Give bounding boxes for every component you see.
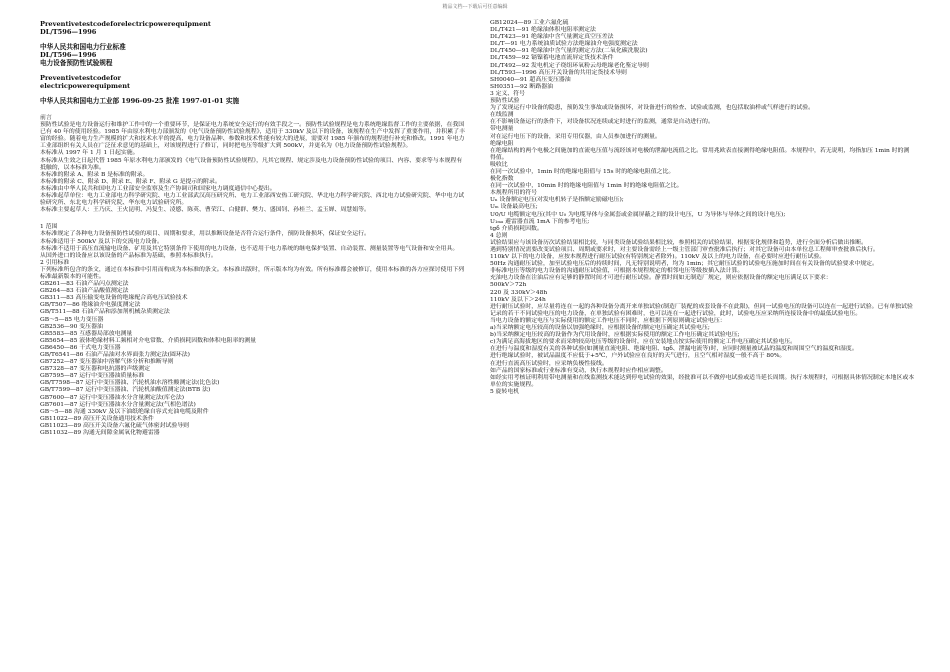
paragraph: 本标准的附录 A、附录 B 是标准的附录。 — [40, 171, 149, 178]
term: 在线监测 — [490, 112, 514, 119]
reference-item: GB～5—88 沟通 330kV 及以下油纸绝缘自容式充油电缆及附件 — [40, 408, 209, 415]
title-line: DL/T596—1996 — [40, 28, 97, 36]
title-line: Preventivetestcodefor — [40, 74, 121, 82]
paragraph: 220 及 330kV＞48h — [490, 289, 548, 296]
term: 本规程所用的符号 — [490, 190, 538, 197]
reference-item: GB/T7599—87 运行中变压器油、汽轮机油酸值测定法(BTB 法) — [40, 387, 211, 394]
term: 带电测量 — [490, 126, 514, 133]
paragraph: 遇到特别情况需要改变试验项目、周期或要求时，对主要设备需经上一级主管部门审查批准后执行；对其它设备可由本单位总工程师审查批准后执行。 — [490, 247, 879, 253]
reference-item: GB5583—85 互感器局部放电测量 — [40, 330, 133, 337]
section-heading: 2 引用标准 — [40, 259, 70, 266]
paragraph: 110kV 以下的电力设备，应按本规程进行耐压试验(有特别规定者除外)。110kV 及以上的电力设备，在必要时应进行耐压试验。 — [490, 254, 826, 261]
paragraph: 在进行直流高压试验时，应采纳负极性接线。 — [490, 360, 608, 367]
paragraph: c)为满足高海拔地区的要求而采纳较高电压等级的设备时，应在安装地点按实际使用的额定工作电压确定其试验电压。 — [490, 339, 797, 346]
paragraph: 本标准主要起草人：王乃庆、王火昆明、冯复生、凌愍、陈英、曹荣江、白健群、樊力、盛国钊、孙桂兰、孟玉婵、周慧娟等。 — [40, 207, 370, 214]
reference-item: GB12024—89 工业六氟化硫 — [490, 20, 569, 26]
approval-line: 中华人民共和国电力工业部 1996-09-25 批准 1997-01-01 实施 — [40, 97, 240, 105]
paragraph: U0/U 电缆额定电压(其中 U₀ 为电缆导体与金属套或金属屏蔽之间的设计电压，U 为导体与导体之间的设计电压); — [490, 211, 786, 218]
header-note: 精品文档---下载后可任意编辑 — [442, 4, 508, 10]
paragraph: tgδ 介质损耗因数。 — [490, 225, 543, 232]
paragraph: Uₙ 设备额定电压(对发电机转子是指额定励磁电压); — [490, 197, 624, 204]
paragraph: 对在运行电压下的设备，采用专用仪器，由人员参加进行的测量。 — [490, 133, 661, 140]
title-line: 电力设备预防性试验规程 — [40, 59, 113, 67]
paragraph: 在绝缘结构的两个电极之间施加的直流电压值与流经该对电极的泄漏电流值之比。常用兆欧表直接测得绝缘电阻值。本规程中，若无说明，均指加压 1min 时的测得值。 — [490, 147, 910, 161]
paragraph: b)当采纳额定电压较高的设备作为代用设备时，应根据实际使用的额定工作电压确定其试验电压; — [490, 332, 740, 339]
reference-item: GB2536—90 变压器油 — [40, 323, 103, 330]
reference-item: DL/T593—1996 高压开关设备的共用定货技术导则 — [490, 69, 627, 76]
reference-item: GB/T7598—87 运行中变压器油、汽轮机油水溶性酸测定法(比色法) — [40, 380, 220, 387]
section-heading: 1 范围 — [40, 224, 58, 231]
paragraph: 本标准起草单位：电力工业部电力科学研究院、电力工业部武汉高压研究所、电力工业部西安热工研究院、华北电力科学研究院、西北电力试验研究院、华中电力试验研究所、东北电力科学研究院、华东电力试验研究所。 — [40, 193, 465, 207]
paragraph: Uₘ 设备最高电压; — [490, 204, 538, 211]
paragraph: 在同一次试验中，10min 时的绝缘电阻值与 1min 时的绝缘电阻值之比。 — [490, 183, 683, 190]
reference-item: GB261—83 石油产品闪点测定法 — [40, 281, 129, 288]
reference-item: GB/T507—86 绝缘油介电强度测定法 — [40, 302, 141, 309]
reference-item: DL/T423—91 绝缘油中含气量测定真空压差法 — [490, 34, 614, 41]
reference-item: GB11023—89 高压开关设备六氟化硫气体密封试验导则 — [40, 422, 190, 429]
paragraph: 本标准从生效之日起代替 1985 年原水利电力部颁发的《电气设备预防性试验规程》，凡其它规程、规定涉及电力设备预防性试验的项目、内容、要求等与本规程有抵触的，以本标准为准。 — [40, 157, 463, 171]
reference-item: GB7595—87 运行中变压器油质量标准 — [40, 373, 145, 380]
reference-item: DL/T450—91 绝缘油中含气量的测定方法(二氧化碳洗脱法) — [490, 48, 648, 55]
section-heading: 3 定义、符号 — [490, 90, 526, 97]
reference-item: DL/T—91 电力系统油质试验方法绝缘油介电强度测定法 — [490, 41, 638, 48]
reference-item: GB7601—87 运行中变压器油水分含量测定法(气相色谱法) — [40, 401, 196, 408]
paragraph: 在进行与温度和湿度有关的各种试验(如测量直流电阻、绝缘电阻、tgδ、泄漏电流等)时，应同时测量被试品的温度和周围空气的温度和湿度。 — [490, 346, 858, 353]
paragraph: 从国外进口的设备应以该设备的产品标准为基础，参照本标准执行。 — [40, 252, 217, 259]
paragraph: 非标准电压等级的电力设备的沟通耐压试验值，可根据本规程规定的相邻电压等级按插入法计算。 — [490, 268, 744, 275]
paragraph: 下列标准所包含的条文，通过在本标准中引用而构成为本标准的条文。本标准出版时，所示版本均为有效。所有标准都会被修订，使用本标准的各方应探讨使用下列标准最新版本的可能性。 — [40, 266, 465, 280]
paragraph: 在同一次试验中，1min 时的绝缘电阻值与 15s 时的绝缘电阻值之比。 — [490, 168, 675, 175]
paragraph: 50Hz 沟通耐压试验，加至试验电压后的持续时间，凡无特别说明者，均为 1min；其它耐压试验的试验电压施加时间在有关设备的试验要求中规定。 — [490, 261, 878, 268]
reference-item: GB7328—87 变压器和电抗器的声级测定 — [40, 366, 150, 373]
reference-item: DL/T421—91 绝缘油体积电阻率测定法 — [490, 27, 596, 34]
term: 极化指数 — [490, 176, 514, 183]
term: 绝缘电阻 — [490, 140, 514, 147]
paragraph: 试验结果应与该设备历次试验结果相比较，与同类设备试验结果相比较，参照相关的试验结果，根据变化规律和趋势，进行全面分析后做出推断。 — [490, 239, 867, 246]
paragraph: U₁ₘₐ 避雷器直流 1mA 下的参考电压; — [490, 218, 590, 225]
reference-item: GB264—83 石油产品酸值测定法 — [40, 288, 129, 295]
paragraph: 如产品的国家标准或行业标准有变动，执行本规程时应作相应调整。 — [490, 367, 667, 374]
paragraph: 本标准的附录 C、附录 D、附录 E、附录 F、附录 G 是提示的附录。 — [40, 178, 221, 185]
paragraph: 本标准从 1997 年 1 月 1 日起实施。 — [40, 150, 139, 157]
reference-item: GB7600—87 运行中变压器油水分含量测定法(库仑法) — [40, 394, 185, 401]
paragraph: 5 旋转电机 — [490, 388, 520, 395]
reference-item: GB/T6541—86 石油产品油对水界面张力测定法(圆环法) — [40, 352, 190, 358]
paragraph: 本标准规定了各种电力设备预防性试验的项目、周期和要求，用以推断设备是否符合运行条件，预防设备损坏，保证安全运行。 — [40, 231, 370, 238]
paragraph: a)当采纳额定电压较高的设备以加强绝缘时，应根据设备的额定电压确定其试验电压; — [490, 325, 710, 332]
paragraph: 本标准不适用于高压直流输电设备、矿用及其它特别条件下使用的电力设备，也不适用于电力系统的继电保护装置、自动装置、测量装置等电气设备和安全用具。 — [40, 245, 459, 252]
title-line: 中华人民共和国电力行业标准 — [40, 43, 126, 51]
term: 预防性试验 — [490, 98, 520, 105]
title-line: Preventivetestcodeforelectricpowerequipment — [40, 20, 211, 28]
title-line: electricpowerequipment — [40, 82, 131, 90]
reference-item: GB/T511—88 石油产品和添加剂机械杂质测定法 — [40, 309, 170, 316]
reference-item: DL/T492—92 发电机定子绕组环氧粉云母绝缘老化鉴定导则 — [490, 62, 649, 69]
reference-item: SH0040—91 超高压变压器油 — [490, 76, 571, 83]
title-line: DL/T596—1996 — [40, 51, 97, 59]
reference-item: DL/T459—92 镉镍蓄电池直流屏定货技术条件 — [490, 55, 614, 62]
section-heading: 4 总则 — [490, 232, 508, 239]
paragraph: 110kV 及以下＞24h — [490, 296, 546, 303]
reference-item: GB～5—85 电力变压器 — [40, 316, 104, 323]
paragraph: 当电力设备的额定电压与实际使用的额定工作电压不同时，应根据下列原则确定试验电压： — [490, 317, 726, 324]
paragraph: 充油电力设备在注油后应有足够的静置时间才可进行耐压试验。静置时间如无制造厂规定，则应依据设备的额定电压满足以下要求： — [490, 275, 832, 282]
paragraph: 如经实用考核证明利用带电测量和在线监测技术能达到停电试验的效果，经批准可以不做停电试验或适当延长周期。执行本规程时，可根据具体情况制定本地区或本单位的实施规程。 — [490, 374, 915, 388]
reference-item: GB6450—86 干式电力变压器 — [40, 344, 121, 351]
right-column — [490, 20, 915, 396]
reference-item: GB5654—85 液体绝缘材料工频相对介电常数、介质损耗因数和体积电阻率的测量 — [40, 337, 257, 344]
term: 吸收比 — [490, 161, 508, 168]
reference-item: GB311—83 高压输变电设备的绝缘配合高电压试验技术 — [40, 295, 188, 302]
section-heading: 前言 — [40, 115, 52, 121]
paragraph: 本标准由中华人民共和国电力工业部安全监察及生产协调司和国家电力调度通信中心提出。 — [40, 185, 276, 192]
paragraph: 进行绝缘试验时，被试品温度不应低于+5℃，户外试验应在良好的天气进行，且空气相对湿度一般不高于 80%。 — [490, 353, 786, 360]
reference-item: GB11032—89 沟通无间隙金属氧化物避雷器 — [40, 430, 160, 437]
reference-item: GB11022—89 高压开关设备通用技术条件 — [40, 415, 154, 422]
paragraph: 在不影响设备运行的条件下，对设备状况连续或定时进行的监测，通常是自动进行的。 — [490, 119, 714, 126]
reference-item: SH0351—92 断路器油 — [490, 83, 553, 90]
paragraph: 500kV＞72h — [490, 282, 527, 289]
paragraph: 进行耐压试验时，应尽量将连在一起的各种设备分离开来单独试验(制造厂装配的成套设备不在此限)，但同一试验电压的设备可以连在一起进行试验。已有单独试验记录的若干不同试验电压的电力设备，在单独试验有困难时，也可以连在一起进行试验，此时，试验电压应采纳所连接设备中的最低试验电压。 — [490, 303, 913, 317]
paragraph: 本标准适用于 500kV 及以下的交流电力设备。 — [40, 238, 163, 245]
paragraph: 预防性试验是电力设备运行和维护工作中的一个重要环节，是保证电力系统安全运行的有效手段之一。预防性试验规程是电力系统绝缘监督工作的主要依据，在我国已有 40 年的使用经验。1985 年由原水利电力部颁发的《电气设备预防性试验规程》，适用于 330kV 及以下的设备，该规程在生产中发挥了重要作用，并积累了丰富的经验。随着电力生产规模的扩大和技术水平的提高，电力设备品种、参数和技术性能有较大的进展，需要对 1985 年颁布的规程进行补充和修改。1991 年电力工业部组织有关人员在广泛征求意见的基础上，对该规程进行了修订，同时把电压等级扩大到 500kV，并更名为《电力设备预防性试验规程》。 — [40, 122, 465, 150]
reference-item: GB7252—87 变压器油中溶解气体分析和推断导则 — [40, 359, 174, 366]
left-column — [40, 20, 465, 437]
paragraph: 为了发现运行中设备的隐患，预防发生事故或设备损坏，对设备进行的检查、试验或监测，也包括取油样或气样进行的试验。 — [490, 105, 814, 112]
